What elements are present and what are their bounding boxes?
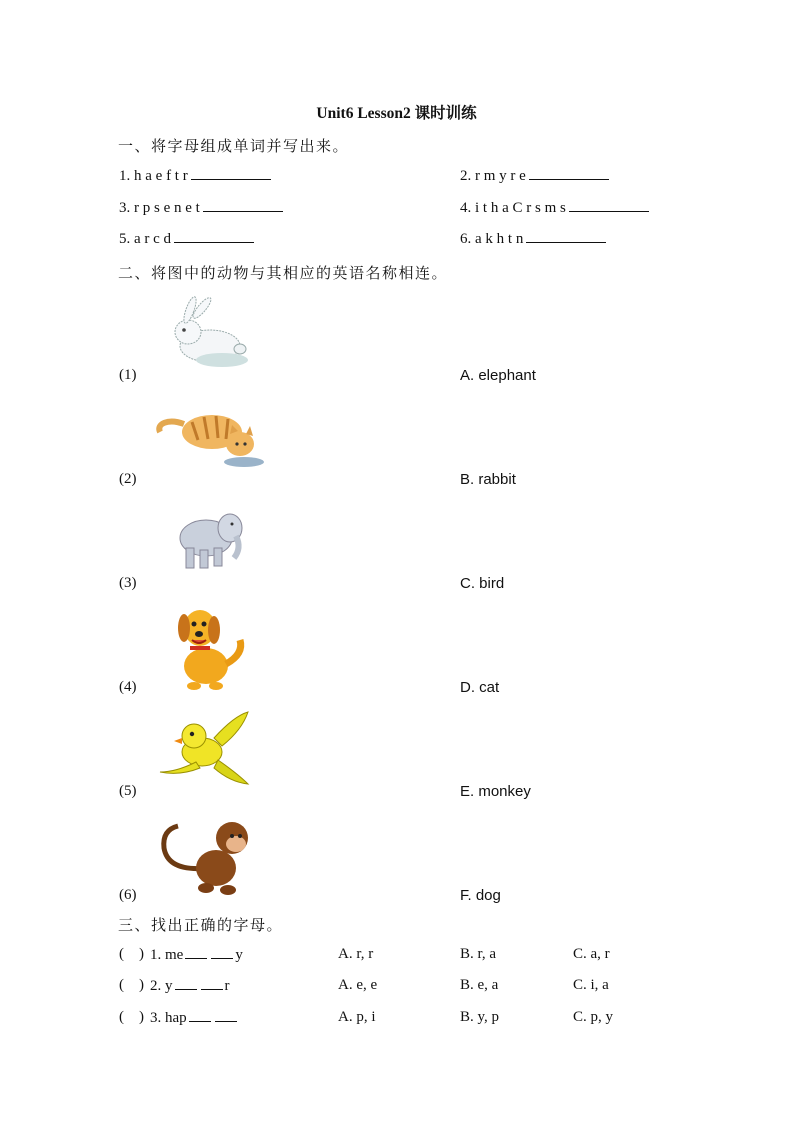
picture-number-3: (3) xyxy=(119,575,137,591)
stem-prefix: 2. y xyxy=(150,978,173,994)
match-option-c: C. bird xyxy=(460,575,505,592)
choice-b: B. r, a xyxy=(460,946,497,962)
letter-blank[interactable] xyxy=(201,977,223,990)
word-item-3 xyxy=(119,199,283,217)
word-item-2 xyxy=(460,167,609,185)
letter-blank[interactable] xyxy=(211,946,233,959)
choice-b: B. y, p xyxy=(460,1009,500,1025)
word-item-label: 3. r p s e n e t xyxy=(119,200,200,216)
letter-blank[interactable] xyxy=(175,977,197,990)
match-option-f: F. dog xyxy=(460,887,501,904)
match-option-e: E. monkey xyxy=(460,783,531,800)
section1-heading: 一、将字母组成单词并写出来。 xyxy=(118,139,350,155)
word-item-1 xyxy=(119,167,271,185)
dog-icon xyxy=(146,598,272,692)
letter-blank[interactable] xyxy=(189,1009,211,1022)
answer-blank[interactable] xyxy=(174,230,254,243)
picture-number-6: (6) xyxy=(119,887,137,903)
choice-c: C. p, y xyxy=(573,1009,614,1025)
stem-suffix: r xyxy=(224,978,230,994)
word-item-label: 2. r m y r e xyxy=(460,168,526,184)
choice-a: A. e, e xyxy=(338,977,378,993)
stem-prefix: 1. me xyxy=(150,947,184,963)
rabbit-icon xyxy=(160,294,255,374)
word-item-label: 4. i t h a C r s m s xyxy=(460,200,566,216)
elephant-icon xyxy=(174,506,246,574)
answer-blank[interactable] xyxy=(203,199,283,212)
bird-icon xyxy=(156,710,254,786)
word-item-4 xyxy=(460,199,649,217)
answer-blank[interactable] xyxy=(191,167,271,180)
choice-a: A. p, i xyxy=(338,1009,376,1025)
word-item-label: 5. a r c d xyxy=(119,231,172,247)
picture-number-5: (5) xyxy=(119,783,137,799)
word-item-6 xyxy=(460,230,606,248)
question-stem xyxy=(150,977,230,995)
match-option-d: D. cat xyxy=(460,679,500,696)
page-title: Unit6 Lesson2 课时训练 xyxy=(316,105,477,122)
picture-number-1: (1) xyxy=(119,367,137,383)
monkey-icon xyxy=(154,810,256,898)
letter-blank[interactable] xyxy=(185,946,207,959)
question-stem xyxy=(150,1009,239,1027)
picture-number-2: (2) xyxy=(119,471,137,487)
answer-paren[interactable]: ( ) xyxy=(119,946,144,962)
picture-number-4: (4) xyxy=(119,679,137,695)
word-item-label: 1. h a e f t r xyxy=(119,168,188,184)
answer-blank[interactable] xyxy=(529,167,609,180)
question-stem xyxy=(150,946,243,964)
match-option-a: A. elephant xyxy=(460,367,536,384)
answer-paren[interactable]: ( ) xyxy=(119,977,144,993)
word-item-label: 6. a k h t n xyxy=(460,231,524,247)
section3-heading: 三、找出正确的字母。 xyxy=(118,918,284,934)
choice-c: C. a, r xyxy=(573,946,610,962)
stem-suffix: y xyxy=(235,947,243,963)
stem-prefix: 3. hap xyxy=(150,1010,187,1026)
cat-icon xyxy=(154,404,266,472)
choice-b: B. e, a xyxy=(460,977,499,993)
choice-a: A. r, r xyxy=(338,946,374,962)
answer-paren[interactable]: ( ) xyxy=(119,1009,144,1025)
letter-blank[interactable] xyxy=(215,1009,237,1022)
answer-blank[interactable] xyxy=(526,230,606,243)
match-option-b: B. rabbit xyxy=(460,471,516,488)
choice-c: C. i, a xyxy=(573,977,609,993)
word-item-5 xyxy=(119,230,254,248)
answer-blank[interactable] xyxy=(569,199,649,212)
section2-heading: 二、将图中的动物与其相应的英语名称相连。 xyxy=(118,266,449,282)
